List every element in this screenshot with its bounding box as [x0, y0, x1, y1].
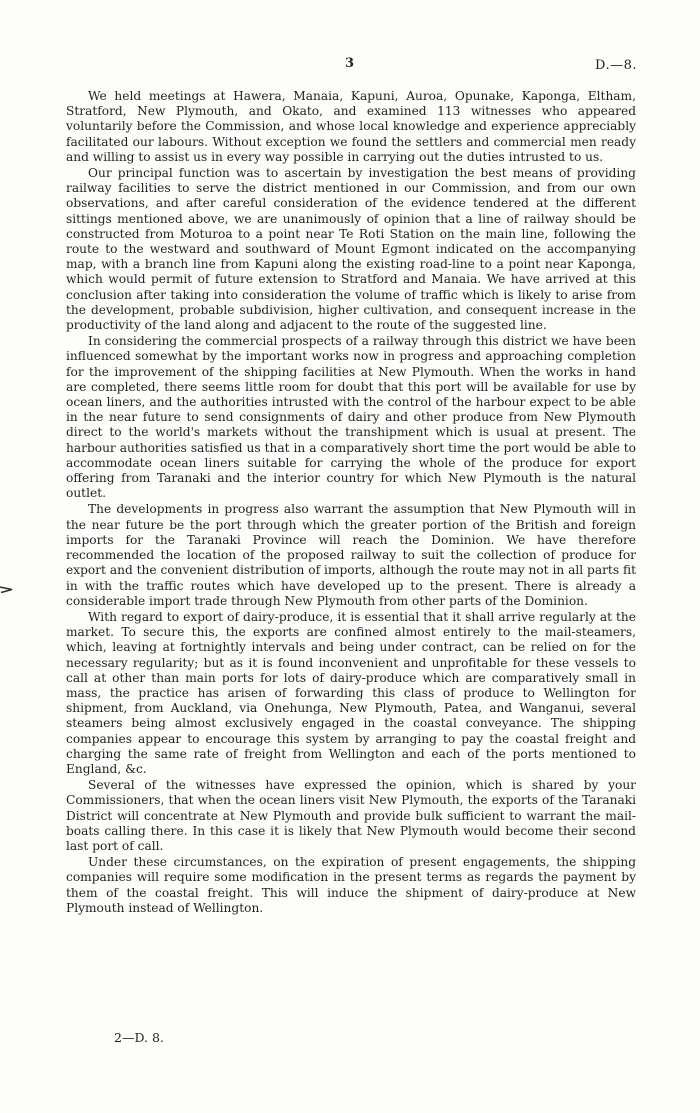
page-number: 3	[345, 56, 355, 71]
paragraph-meetings: We held meetings at Hawera, Manaia, Kapuni, Auroa, Opunake, Kaponga, Eltham, Stratford, New Plymouth, and Okato, and examined 113 witnesses who appeared voluntarily before the Commission, and whose local knowledge and experience appreciably facilitated our labours. Without exception we found the settlers and commercial men ready and willing to assist us in every way possible in carrying out the duties intrusted to us.	[66, 89, 636, 164]
paragraph-principal-function: Our principal function was to ascertain by investigation the best means of providing railway facilities to serve the district mentioned in our Commission, and from our own observations, and after careful consideration of the evidence tendered at the different sittings mentioned above, we are unanimously of opinion that a line of railway should be constructed from Moturoa to a point near Te Roti Station on the main line, following the route to the westward and southward of Mount Egmont indicated on the accompanying map, with a branch line from Kapuni along the existing road-line to a point near Kaponga, which would permit of future extension to Stratford and Manaia. We have arrived at this conclusion after taking into consideration the volume of traffic which is likely to arise from the development, probable subdivision, higher cultivation, and consequent increase in the productivity of the land along and adjacent to the route of the suggested line.	[66, 166, 636, 333]
paragraph-developments: The developments in progress also warrant the assumption that New Plymouth will in the near future be the port through which the greater portion of the British and foreign imports for the Taranaki Province will reach the Dominion. We have therefore recommended the location of the proposed railway to suit the collection of produce for export and the convenient distribution of imports, although the route may not in all parts fit in with the traffic routes which have developed up to the present. There is already a considerable import trade through New Plymouth from other parts of the Dominion.	[66, 502, 636, 608]
paragraph-witnesses-opinion: Several of the witnesses have expressed the opinion, which is shared by your Commissioners, that when the ocean liners visit New Plymouth, the exports of the Taranaki District will concentrate at New Plymouth and provide bulk sufficient to warrant the mail-boats calling there. In this case it is likely that New Plymouth would become their second last port of call.	[66, 778, 636, 853]
document-reference: D.—8.	[595, 58, 637, 73]
page-signature: 2—D. 8.	[114, 1030, 164, 1045]
body-text	[66, 89, 636, 917]
paragraph-circumstances: Under these circumstances, on the expiration of present engagements, the shipping companies will require some modification in the present terms as regards the payment by them of the coastal freight. This will induce the shipment of dairy-produce at New Plymouth instead of Wellington.	[66, 855, 636, 915]
paragraph-dairy-export: With regard to export of dairy-produce, it is essential that it shall arrive regularly at the market. To secure this, the exports are confined almost entirely to the mail-steamers, which, leaving at fortnightly intervals and being under contract, can be relied on for the necessary regularity; but as it is found inconvenient and unprofitable for these vessels to call at other than main ports for lots of dairy-produce which are comparatively small in mass, the practice has arisen of forwarding this class of produce to Wellington for shipment, from Auckland, via Onehunga, New Plymouth, Patea, and Wanganui, several steamers being almost exclusively engaged in the coastal conveyance. The shipping companies appear to encourage this system by arranging to pay the coastal freight and charging the same rate of freight from Wellington and each of the ports mentioned to England, &c.	[66, 609, 636, 776]
paragraph-commercial-prospects: In considering the commercial prospects of a railway through this district we have been influenced somewhat by the important works now in progress and approaching completion for the improvement of the shipping facilities at New Plymouth. When the works in hand are completed, there seems little room for doubt that this port will be available for use by ocean liners, and the authorities intrusted with the control of the harbour expect to be able in the near future to send consignments of dairy and other produce from New Plymouth direct to the world's markets without the transhipment which is usual at present. The harbour authorities satisfied us that in a comparatively short time the port would be able to accommodate ocean liners suitable for carrying the whole of the produce for export offering from Taranaki and the interior country for which New Plymouth is the natural outlet.	[66, 334, 636, 501]
margin-mark-icon	[0, 586, 13, 593]
